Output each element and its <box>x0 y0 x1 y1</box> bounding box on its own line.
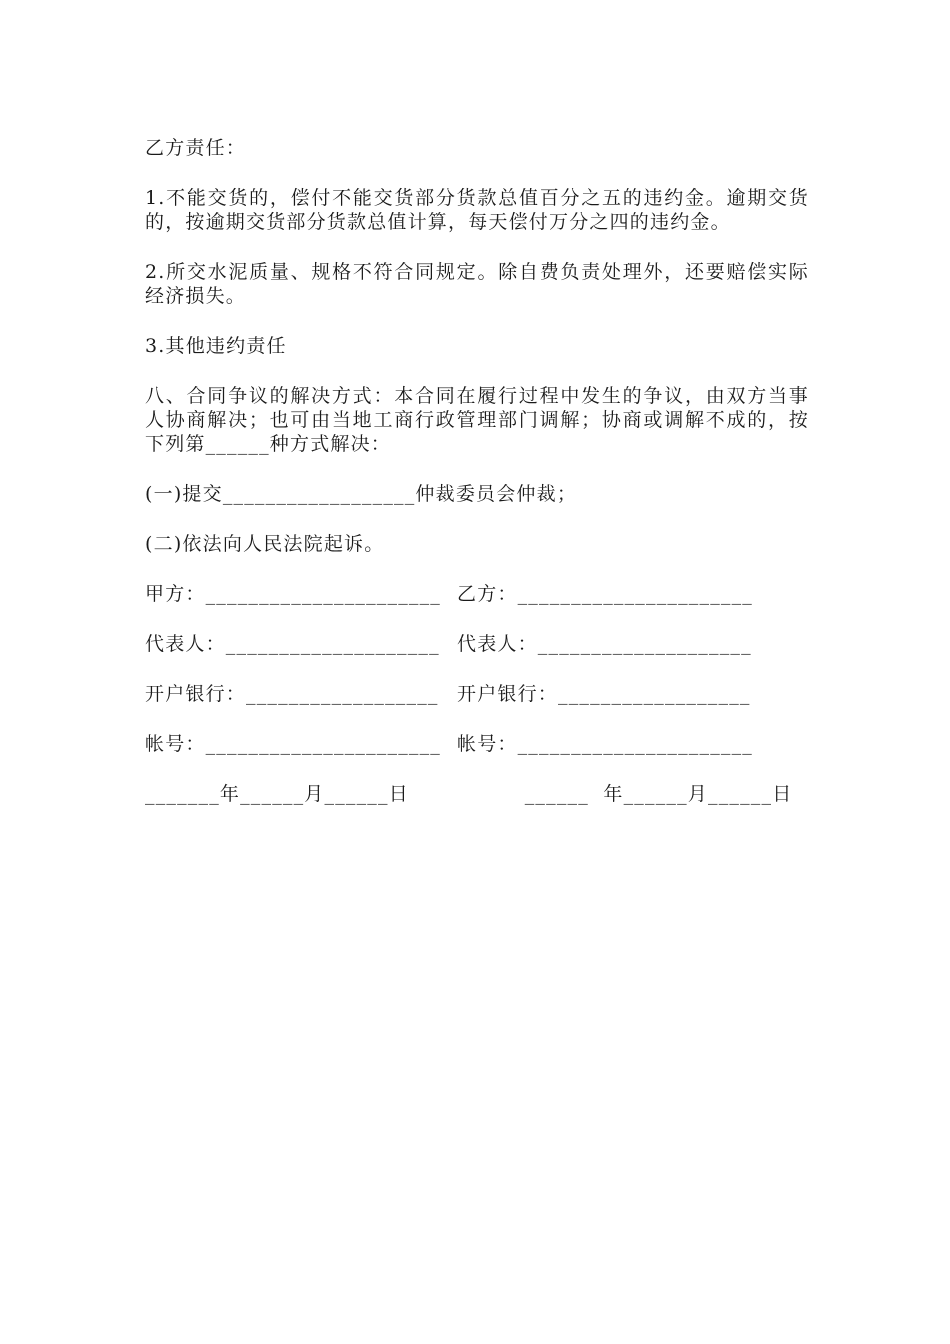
bank-row <box>145 682 809 706</box>
party-row <box>145 582 809 606</box>
party-b-field: 乙方：______________________ <box>457 583 754 605</box>
litigation-option: (二)依法向人民法院起诉。 <box>145 533 385 555</box>
party-a-bank-field: 开户银行：__________________ <box>145 683 439 705</box>
signing-date-line: _______年______月______日 ______ 年______月______日 <box>145 783 793 805</box>
party-b-responsibility-heading: 乙方责任： <box>145 137 247 159</box>
contract-page <box>145 136 809 806</box>
dispute-resolution-clause: 八、合同争议的解决方式：本合同在履行过程中发生的争议，由双方当事人协商解决；也可由当地工商行政管理部门调解；协商或调解不成的，按下列第______种方式解决： <box>145 385 809 455</box>
party-a-account-field: 帐号：______________________ <box>145 733 442 755</box>
arbitration-option: (一)提交__________________仲裁委员会仲裁； <box>145 483 578 505</box>
party-a-representative-field: 代表人：____________________ <box>145 633 440 655</box>
party-b-account-field: 帐号：______________________ <box>457 733 754 755</box>
account-row <box>145 732 809 756</box>
representative-row <box>145 632 809 656</box>
clause-1: 1.不能交货的，偿付不能交货部分货款总值百分之五的违约金。逾期交货的，按逾期交货部分货款总值计算，每天偿付万分之四的违约金。 <box>145 187 809 233</box>
clause-2: 2.所交水泥质量、规格不符合同规定。除自费负责处理外，还要赔偿实际经济损失。 <box>145 261 809 307</box>
party-b-representative-field: 代表人：____________________ <box>457 633 752 655</box>
party-b-bank-field: 开户银行：__________________ <box>457 683 751 705</box>
party-a-field: 甲方：______________________ <box>145 583 442 605</box>
clause-3: 3.其他违约责任 <box>145 335 287 357</box>
